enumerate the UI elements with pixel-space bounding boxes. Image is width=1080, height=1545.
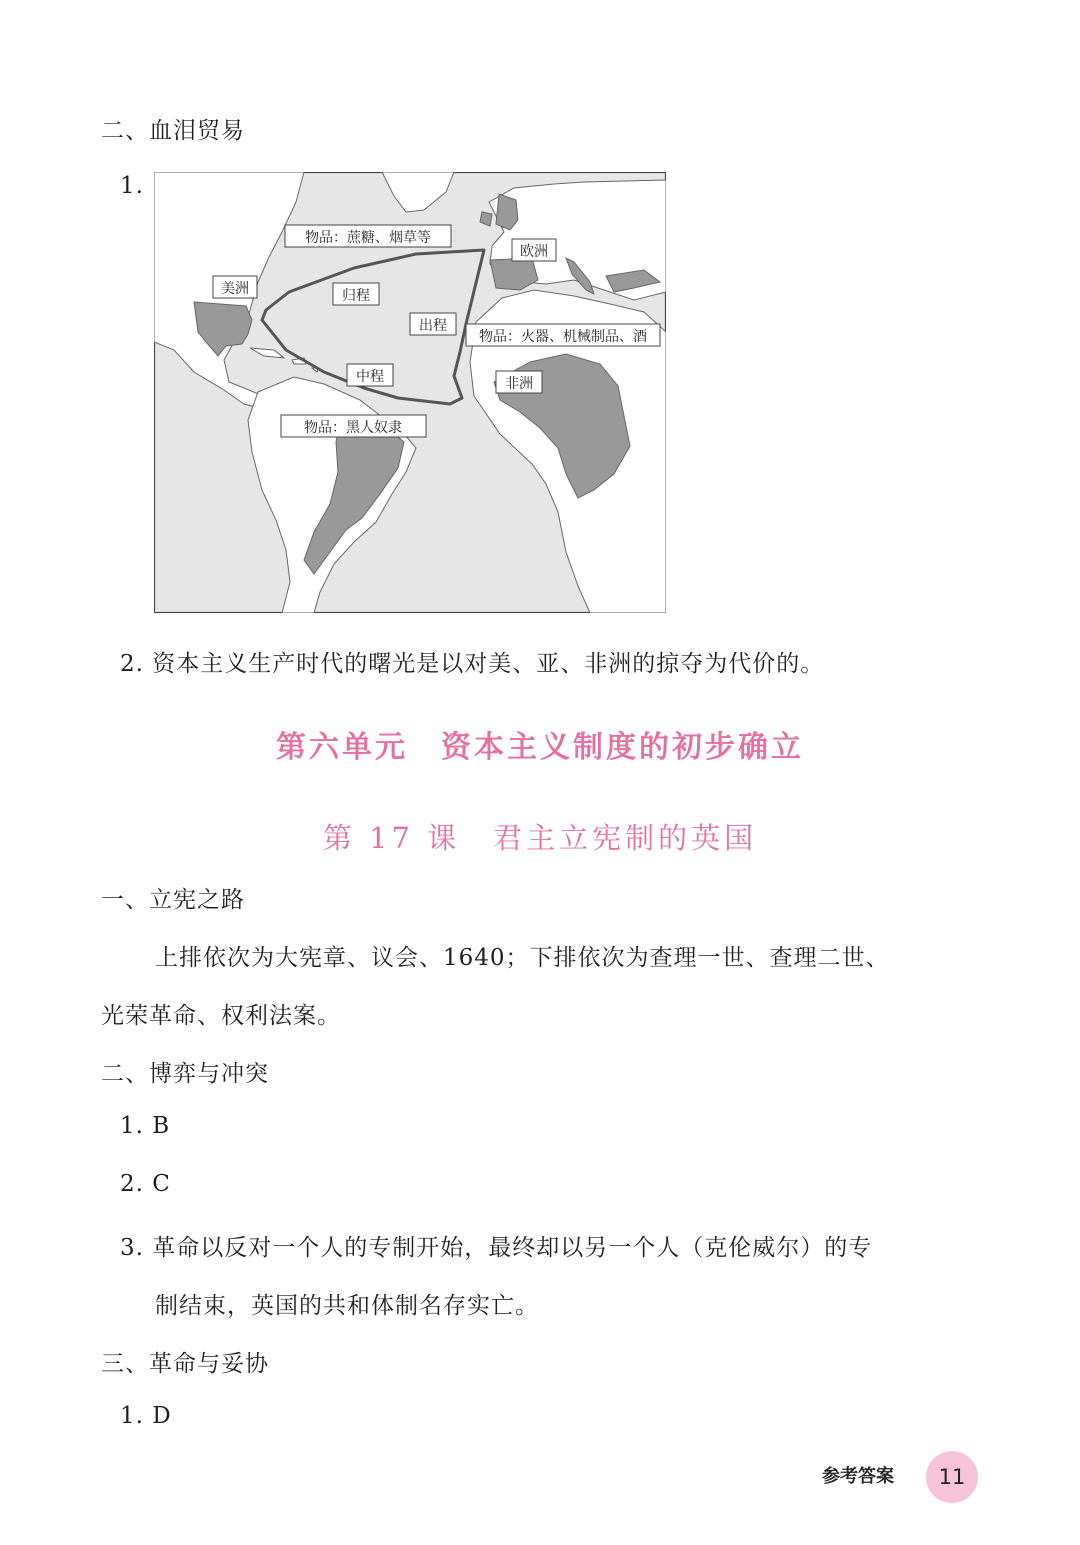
label-goods-right-text: 物品：火器、机械制品、酒 bbox=[479, 329, 647, 345]
section-2-answer-3-line-1: 3. 革命以反对一个人的专制开始，最终却以另一个人（克伦威尔）的专 bbox=[120, 1235, 873, 1261]
label-goods-top bbox=[285, 225, 451, 247]
section-3-answer-1: 1. D bbox=[120, 1403, 172, 1429]
question-number-1: 1. bbox=[120, 173, 144, 199]
section-2-answer-3-line-2: 制结束，英国的共和体制名存实亡。 bbox=[155, 1293, 539, 1319]
label-goods-bottom bbox=[281, 415, 426, 437]
section-1-body-line-1: 上排依次为大宪章、议会、1640；下排依次为查理一世、查理二世、 bbox=[155, 945, 890, 971]
label-americas-text: 美洲 bbox=[221, 281, 249, 297]
lesson-title: 第 17 课 君主立宪制的英国 bbox=[322, 821, 758, 855]
section-heading-revolution-and-compromise: 三、革命与妥协 bbox=[101, 1351, 269, 1377]
label-outbound-leg-text: 出程 bbox=[419, 318, 447, 334]
footer-label: 参考答案 bbox=[822, 1466, 894, 1487]
section-heading-road-to-constitution: 一、立宪之路 bbox=[101, 887, 245, 913]
section-heading-contest-and-conflict: 二、博弈与冲突 bbox=[101, 1061, 269, 1087]
label-europe bbox=[512, 239, 556, 261]
page-number: 11 bbox=[926, 1451, 978, 1503]
triangular-trade-map bbox=[154, 172, 666, 613]
label-goods-top-text: 物品：蔗糖、烟草等 bbox=[305, 230, 431, 246]
label-return-leg-text: 归程 bbox=[342, 288, 370, 304]
label-middle-passage-text: 中程 bbox=[356, 369, 384, 385]
section-2-answer-1: 1. B bbox=[120, 1113, 171, 1139]
section-heading-blood-tears-trade: 二、血泪贸易 bbox=[101, 118, 245, 144]
question-2-answer: 2. 资本主义生产时代的曙光是以对美、亚、非洲的掠夺为代价的。 bbox=[120, 651, 825, 677]
label-americas bbox=[213, 276, 257, 298]
label-europe-text: 欧洲 bbox=[520, 244, 548, 260]
label-africa-text: 非洲 bbox=[505, 376, 533, 392]
label-africa bbox=[496, 371, 542, 393]
label-outbound-leg bbox=[410, 313, 456, 335]
label-goods-right bbox=[466, 324, 660, 346]
unit-title: 第六单元 资本主义制度的初步确立 bbox=[276, 730, 804, 765]
label-return-leg bbox=[333, 283, 379, 305]
section-2-answer-2: 2. C bbox=[120, 1171, 171, 1197]
label-middle-passage bbox=[347, 364, 393, 386]
label-goods-bottom-text: 物品：黑人奴隶 bbox=[304, 420, 402, 436]
section-1-body-line-2: 光荣革命、权利法案。 bbox=[101, 1003, 341, 1029]
